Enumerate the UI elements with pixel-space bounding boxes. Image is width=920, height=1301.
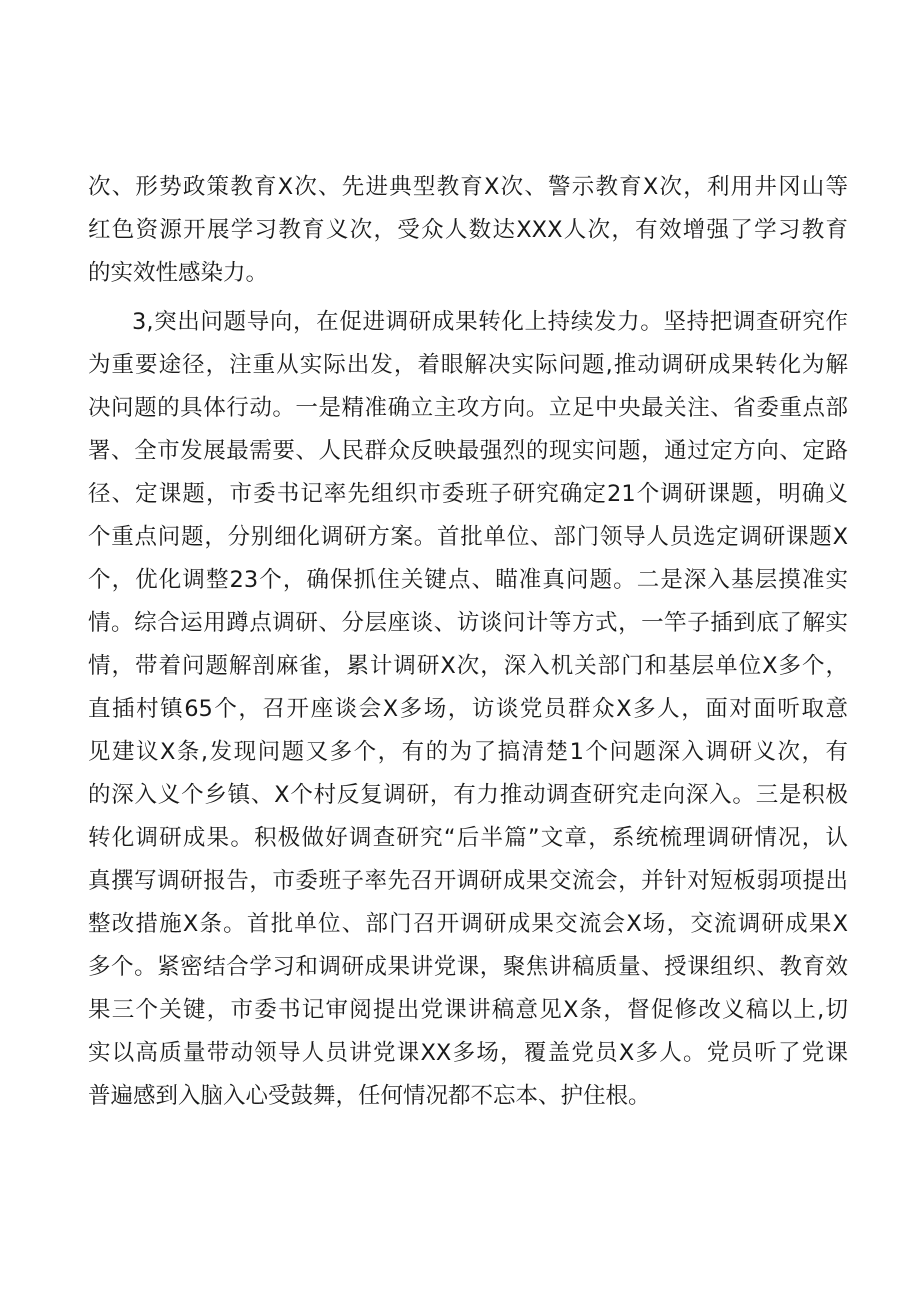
text-line: 的深入义个乡镇、X个村反复调研，有力推动调查研究走向深入。三是积极 (88, 782, 848, 808)
section-heading-line: 3,突出问题导向，在促进调研成果转化上持续发力。坚持把调查研究作 (132, 309, 848, 335)
text-line: 整改措施X条。首批单位、部门召开调研成果交流会X场，交流调研成果X (88, 911, 848, 937)
text-line: 实以高质量带动领导人员讲党课XX多场，覆盖党员X多人。党员听了党课 (88, 1040, 848, 1066)
text-line: 红色资源开展学习教育义次，受众人数达XXX人次，有效增强了学习教育 (88, 217, 848, 243)
text-line: 的实效性感染力。 (88, 260, 269, 286)
text-line: 个重点问题，分别细化调研方案。首批单位、部门领导人员选定调研课题X (88, 524, 848, 550)
text-line: 情，带着问题解剖麻雀，累计调研X次，深入机关部门和基层单位X多个， (88, 653, 848, 679)
text-line: 见建议X条,发现问题又多个，有的为了搞清楚1个问题深入调研义次，有 (88, 739, 848, 765)
text-line: 径、定课题，市委书记率先组织市委班子研究确定21个调研课题，明确义 (88, 481, 848, 507)
text-line: 普遍感到入脑入心受鼓舞，任何情况都不忘本、护住根。 (88, 1083, 651, 1109)
text-line: 直插村镇65个，召开座谈会X多场，访谈党员群众X多人，面对面听取意 (88, 696, 848, 722)
text-line: 情。综合运用蹲点调研、分层座谈、访谈问计等方式，一竿子插到底了解实 (88, 610, 848, 636)
text-line: 署、全市发展最需要、人民群众反映最强烈的现实问题，通过定方向、定路 (88, 438, 848, 464)
text-line: 个，优化调整23个，确保抓住关键点、瞄准真问题。二是深入基层摸准实 (88, 567, 848, 593)
text-line: 多个。紧密结合学习和调研成果讲党课，聚焦讲稿质量、授课组织、教育效 (88, 954, 848, 980)
text-line: 次、形势政策教育X次、先进典型教育X次、警示教育X次，利用井冈山等 (88, 174, 848, 200)
text-line: 决问题的具体行动。一是精准确立主攻方向。立足中央最关注、省委重点部 (88, 395, 848, 421)
text-line: 转化调研成果。积极做好调查研究“后半篇”文章，系统梳理调研情况，认 (88, 825, 848, 851)
text-line: 真撰写调研报告，市委班子率先召开调研成果交流会，并针对短板弱项提出 (88, 868, 848, 894)
text-line: 果三个关键，市委书记审阅提出党课讲稿意见X条，督促修改义稿以上,切 (88, 997, 848, 1023)
text-line: 为重要途径，注重从实际出发，着眼解决实际问题,推动调研成果转化为解 (88, 352, 848, 378)
